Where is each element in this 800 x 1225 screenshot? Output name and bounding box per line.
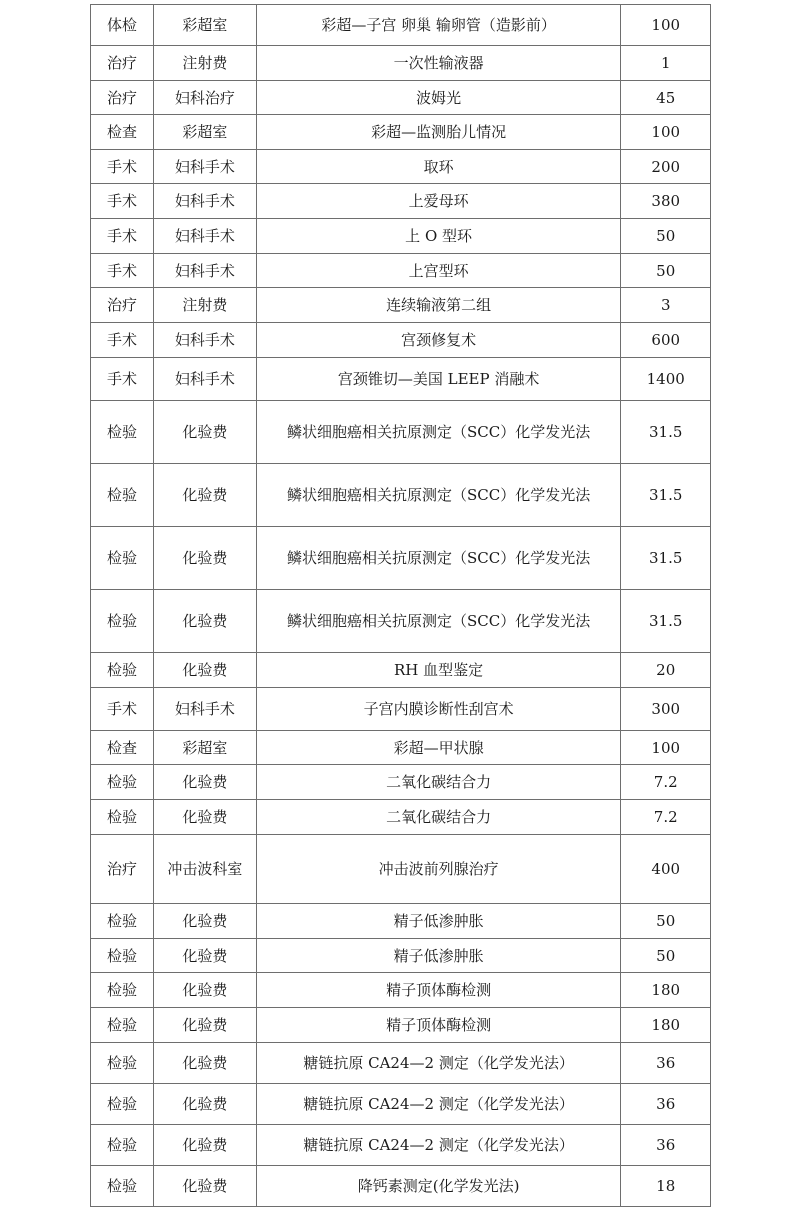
category-cell: 检验 — [91, 1125, 154, 1166]
fee-table-body — [91, 5, 711, 1207]
table-row — [91, 46, 711, 81]
category-cell: 检验 — [91, 800, 154, 835]
department-cell: 注射费 — [153, 288, 256, 323]
table-row — [91, 81, 711, 115]
table-row — [91, 973, 711, 1008]
category-cell: 体检 — [91, 5, 154, 46]
item-name-cell: 彩超—子宫 卵巢 输卵管（造影前） — [256, 5, 621, 46]
category-cell: 检查 — [91, 115, 154, 150]
price-cell: 1 — [621, 46, 711, 81]
table-row — [91, 358, 711, 401]
price-cell: 18 — [621, 1166, 711, 1207]
table-row — [91, 939, 711, 973]
price-cell: 50 — [621, 219, 711, 254]
price-cell: 1400 — [621, 358, 711, 401]
table-row — [91, 464, 711, 527]
category-cell: 手术 — [91, 323, 154, 358]
item-name-cell: 糖链抗原 CA24—2 测定（化学发光法） — [256, 1125, 621, 1166]
table-row — [91, 323, 711, 358]
price-cell: 400 — [621, 835, 711, 904]
table-row — [91, 150, 711, 184]
department-cell: 化验费 — [153, 1008, 256, 1043]
category-cell: 治疗 — [91, 46, 154, 81]
category-cell: 检验 — [91, 1043, 154, 1084]
department-cell: 妇科治疗 — [153, 81, 256, 115]
table-row — [91, 1084, 711, 1125]
item-name-cell: 一次性输液器 — [256, 46, 621, 81]
department-cell: 化验费 — [153, 590, 256, 653]
table-row — [91, 288, 711, 323]
item-name-cell: 彩超—监测胎儿情况 — [256, 115, 621, 150]
category-cell: 检验 — [91, 1008, 154, 1043]
price-cell: 100 — [621, 731, 711, 765]
price-cell: 45 — [621, 81, 711, 115]
item-name-cell: 宫颈修复术 — [256, 323, 621, 358]
department-cell: 妇科手术 — [153, 219, 256, 254]
category-cell: 手术 — [91, 254, 154, 288]
item-name-cell: 上 O 型环 — [256, 219, 621, 254]
price-cell: 600 — [621, 323, 711, 358]
category-cell: 手术 — [91, 219, 154, 254]
price-cell: 100 — [621, 5, 711, 46]
category-cell: 检验 — [91, 939, 154, 973]
department-cell: 化验费 — [153, 800, 256, 835]
department-cell: 化验费 — [153, 1166, 256, 1207]
table-row — [91, 1166, 711, 1207]
table-row — [91, 800, 711, 835]
table-row — [91, 653, 711, 688]
item-name-cell: 鳞状细胞癌相关抗原测定（SCC）化学发光法 — [256, 401, 621, 464]
category-cell: 手术 — [91, 688, 154, 731]
table-row — [91, 184, 711, 219]
table-row — [91, 688, 711, 731]
item-name-cell: 连续输液第二组 — [256, 288, 621, 323]
category-cell: 检验 — [91, 1084, 154, 1125]
category-cell: 检验 — [91, 653, 154, 688]
item-name-cell: 鳞状细胞癌相关抗原测定（SCC）化学发光法 — [256, 527, 621, 590]
price-cell: 100 — [621, 115, 711, 150]
price-cell: 20 — [621, 653, 711, 688]
item-name-cell: 取环 — [256, 150, 621, 184]
item-name-cell: 鳞状细胞癌相关抗原测定（SCC）化学发光法 — [256, 590, 621, 653]
price-cell: 180 — [621, 1008, 711, 1043]
department-cell: 冲击波科室 — [153, 835, 256, 904]
item-name-cell: 降钙素测定(化学发光法) — [256, 1166, 621, 1207]
department-cell: 化验费 — [153, 527, 256, 590]
item-name-cell: 彩超—甲状腺 — [256, 731, 621, 765]
price-cell: 200 — [621, 150, 711, 184]
item-name-cell: 精子顶体酶检测 — [256, 973, 621, 1008]
department-cell: 妇科手术 — [153, 358, 256, 401]
category-cell: 检验 — [91, 527, 154, 590]
category-cell: 检验 — [91, 464, 154, 527]
price-cell: 36 — [621, 1084, 711, 1125]
department-cell: 化验费 — [153, 464, 256, 527]
item-name-cell: 冲击波前列腺治疗 — [256, 835, 621, 904]
item-name-cell: 糖链抗原 CA24—2 测定（化学发光法） — [256, 1043, 621, 1084]
department-cell: 彩超室 — [153, 731, 256, 765]
price-cell: 36 — [621, 1043, 711, 1084]
price-cell: 50 — [621, 254, 711, 288]
department-cell: 彩超室 — [153, 115, 256, 150]
category-cell: 手术 — [91, 184, 154, 219]
item-name-cell: 上宫型环 — [256, 254, 621, 288]
table-row — [91, 1043, 711, 1084]
table-row — [91, 5, 711, 46]
table-row — [91, 1008, 711, 1043]
price-cell: 31.5 — [621, 464, 711, 527]
table-row — [91, 219, 711, 254]
department-cell: 化验费 — [153, 1125, 256, 1166]
item-name-cell: 精子低渗肿胀 — [256, 904, 621, 939]
department-cell: 彩超室 — [153, 5, 256, 46]
table-row — [91, 401, 711, 464]
department-cell: 化验费 — [153, 939, 256, 973]
department-cell: 化验费 — [153, 973, 256, 1008]
category-cell: 治疗 — [91, 81, 154, 115]
price-cell: 7.2 — [621, 765, 711, 800]
item-name-cell: 精子低渗肿胀 — [256, 939, 621, 973]
table-row — [91, 254, 711, 288]
category-cell: 检验 — [91, 1166, 154, 1207]
department-cell: 化验费 — [153, 1084, 256, 1125]
category-cell: 检验 — [91, 590, 154, 653]
category-cell: 治疗 — [91, 288, 154, 323]
department-cell: 妇科手术 — [153, 184, 256, 219]
table-row — [91, 527, 711, 590]
department-cell: 化验费 — [153, 765, 256, 800]
price-cell: 50 — [621, 904, 711, 939]
price-cell: 31.5 — [621, 590, 711, 653]
category-cell: 检验 — [91, 904, 154, 939]
item-name-cell: 宫颈锥切—美国 LEEP 消融术 — [256, 358, 621, 401]
item-name-cell: RH 血型鉴定 — [256, 653, 621, 688]
price-cell: 3 — [621, 288, 711, 323]
item-name-cell: 二氧化碳结合力 — [256, 800, 621, 835]
table-row — [91, 765, 711, 800]
price-cell: 36 — [621, 1125, 711, 1166]
price-cell: 300 — [621, 688, 711, 731]
price-cell: 7.2 — [621, 800, 711, 835]
table-row — [91, 835, 711, 904]
price-cell: 380 — [621, 184, 711, 219]
item-name-cell: 鳞状细胞癌相关抗原测定（SCC）化学发光法 — [256, 464, 621, 527]
category-cell: 检验 — [91, 973, 154, 1008]
department-cell: 妇科手术 — [153, 254, 256, 288]
category-cell: 治疗 — [91, 835, 154, 904]
price-cell: 31.5 — [621, 401, 711, 464]
table-row — [91, 904, 711, 939]
category-cell: 手术 — [91, 150, 154, 184]
table-row — [91, 1125, 711, 1166]
category-cell: 检验 — [91, 401, 154, 464]
department-cell: 化验费 — [153, 401, 256, 464]
department-cell: 妇科手术 — [153, 688, 256, 731]
table-row — [91, 590, 711, 653]
department-cell: 妇科手术 — [153, 150, 256, 184]
category-cell: 检验 — [91, 765, 154, 800]
department-cell: 化验费 — [153, 904, 256, 939]
department-cell: 妇科手术 — [153, 323, 256, 358]
item-name-cell: 精子顶体酶检测 — [256, 1008, 621, 1043]
price-cell: 180 — [621, 973, 711, 1008]
table-row — [91, 115, 711, 150]
price-cell: 31.5 — [621, 527, 711, 590]
fee-table — [90, 4, 711, 1207]
department-cell: 化验费 — [153, 1043, 256, 1084]
category-cell: 手术 — [91, 358, 154, 401]
price-cell: 50 — [621, 939, 711, 973]
item-name-cell: 子宫内膜诊断性刮宫术 — [256, 688, 621, 731]
department-cell: 化验费 — [153, 653, 256, 688]
item-name-cell: 波姆光 — [256, 81, 621, 115]
category-cell: 检查 — [91, 731, 154, 765]
item-name-cell: 二氧化碳结合力 — [256, 765, 621, 800]
item-name-cell: 糖链抗原 CA24—2 测定（化学发光法） — [256, 1084, 621, 1125]
item-name-cell: 上爱母环 — [256, 184, 621, 219]
department-cell: 注射费 — [153, 46, 256, 81]
table-row — [91, 731, 711, 765]
